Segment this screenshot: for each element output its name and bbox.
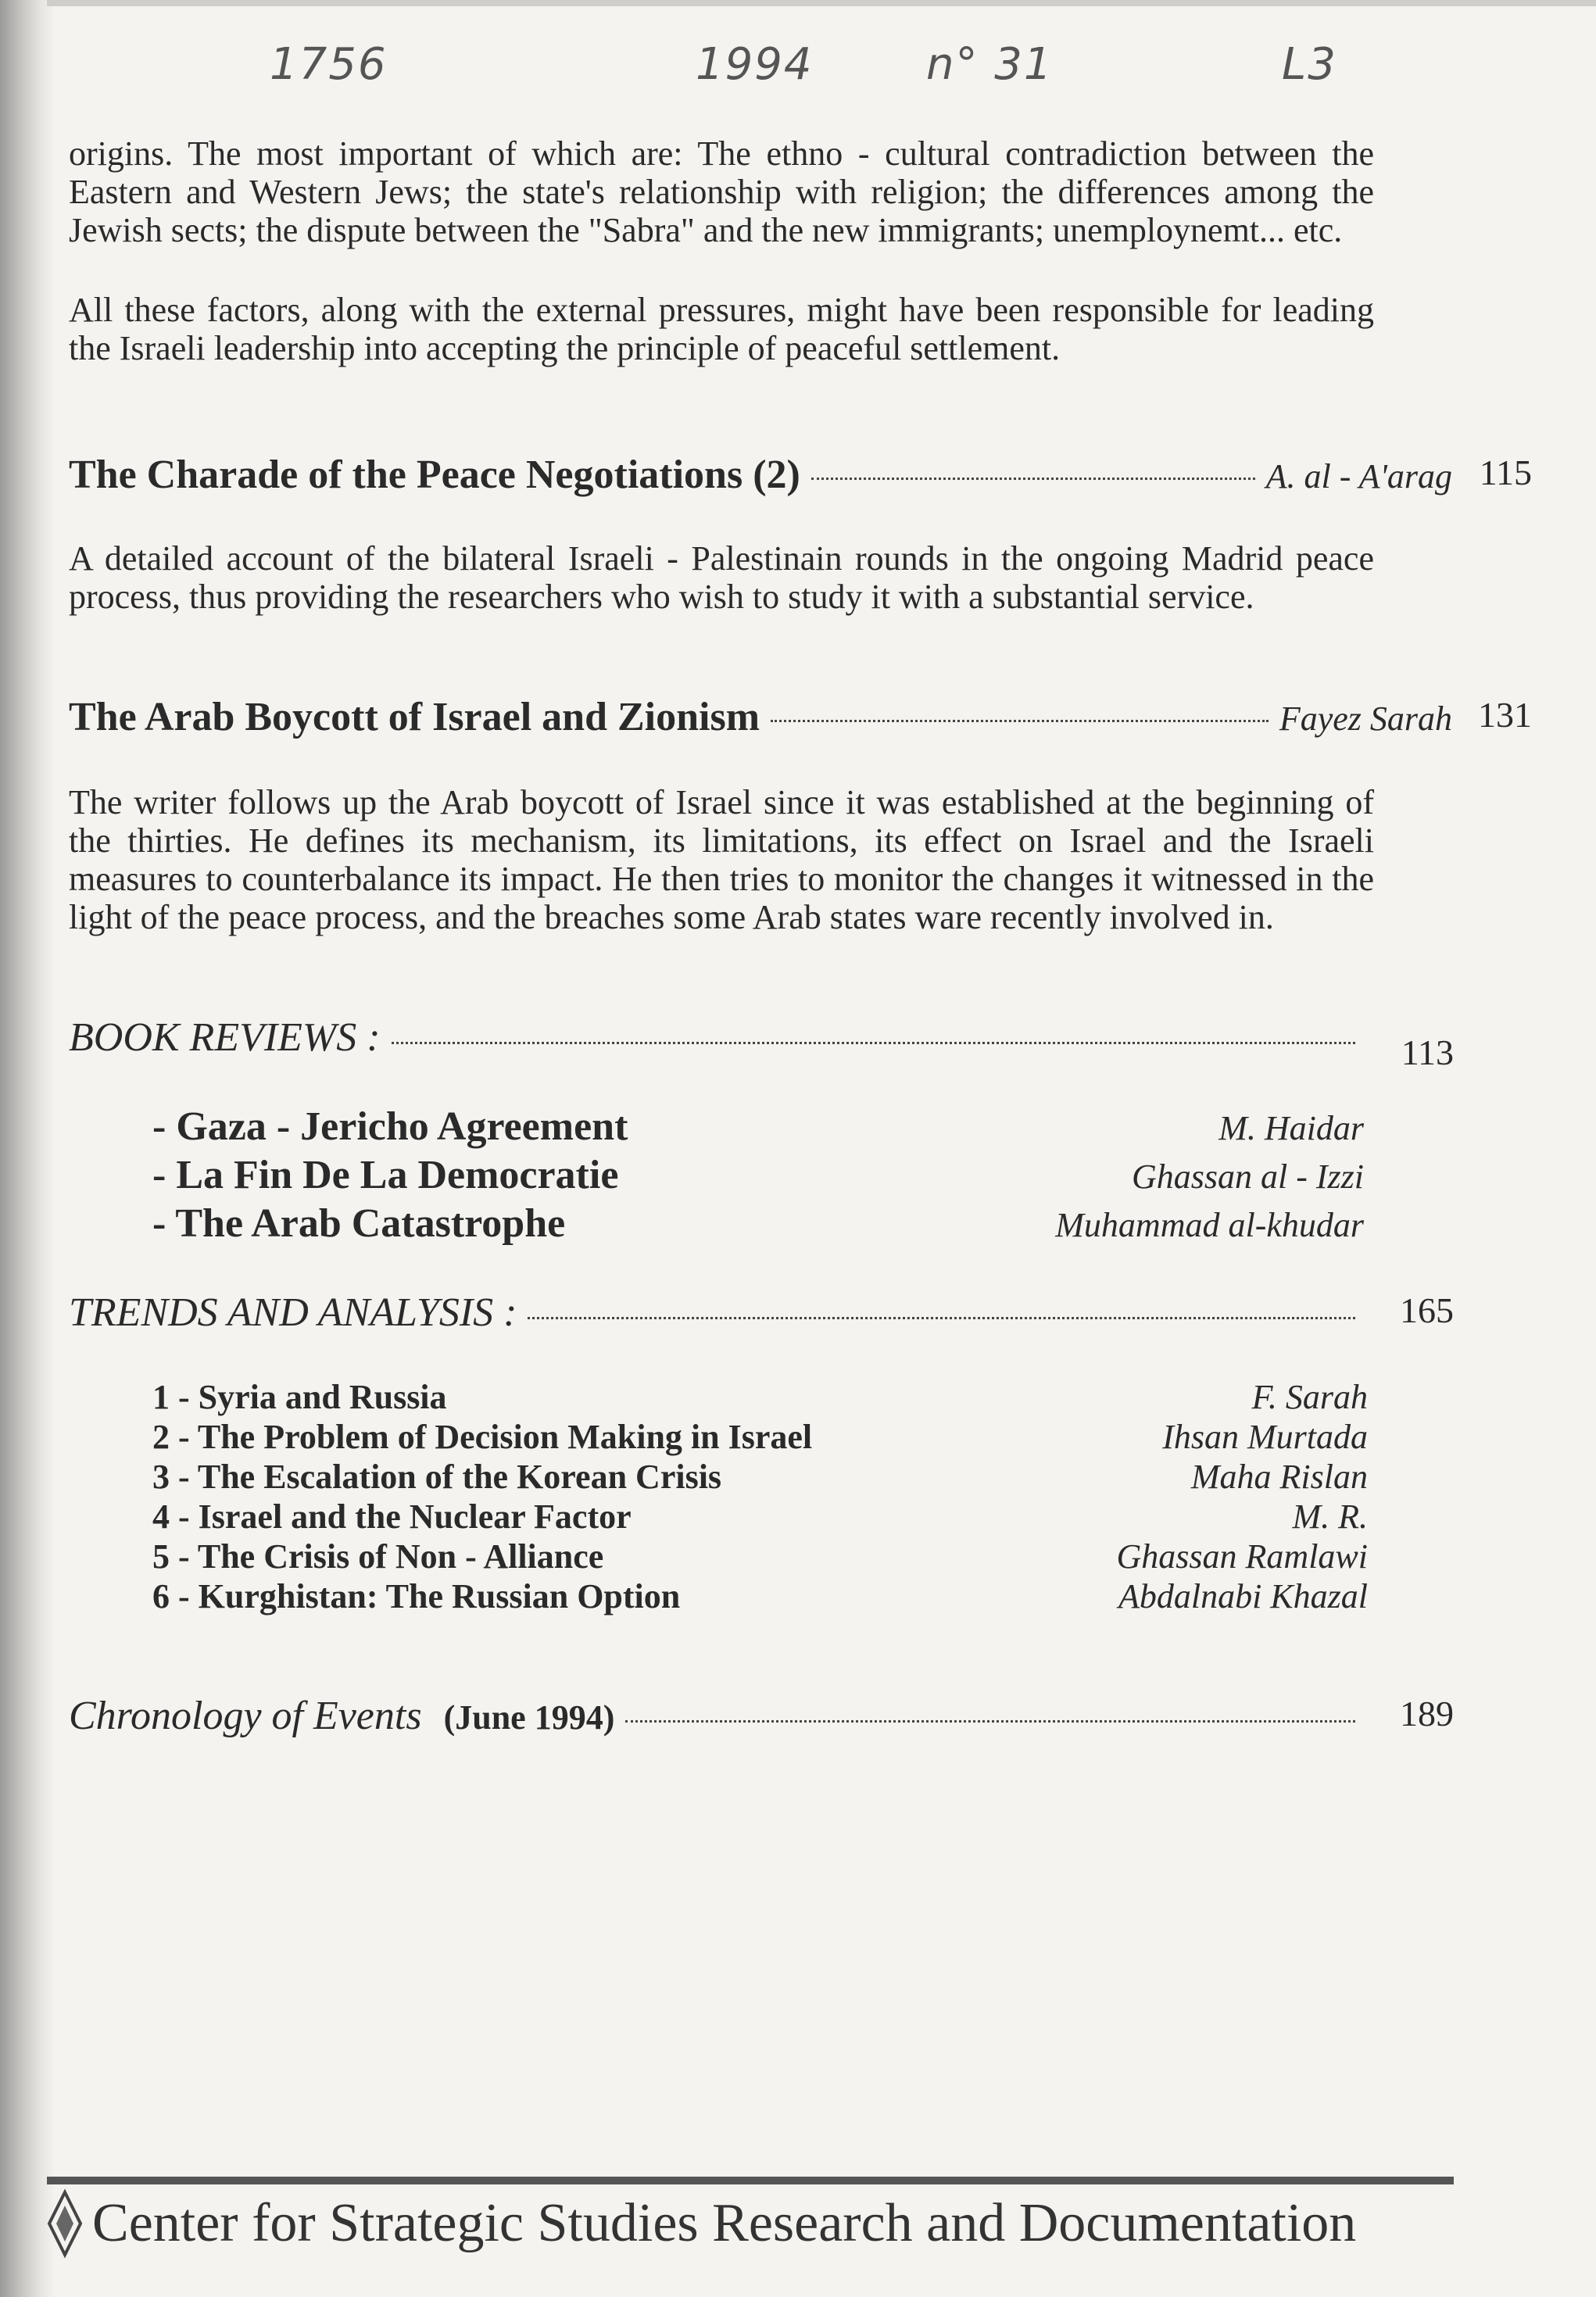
review-title: - The Arab Catastrophe: [152, 1201, 566, 1246]
page-number: 115: [1479, 453, 1532, 492]
intro-paragraph-2: All these factors, along with the external pressures, might have been responsible for leading the Israeli leadership into accepting the principle of peaceful settlement.: [69, 291, 1374, 367]
article-title: The Arab Boycott of Israel and Zionism: [69, 695, 760, 739]
page-number: 113: [1401, 1032, 1454, 1072]
leader-dots: [811, 478, 1255, 480]
book-binding-shadow: [0, 0, 55, 2297]
handwritten-code: 1756: [270, 39, 388, 90]
trend-author: Maha Rislan: [1190, 1458, 1368, 1496]
list-item[interactable]: [152, 1497, 1368, 1537]
trend-title: 4 - Israel and the Nuclear Factor: [152, 1497, 632, 1536]
list-item[interactable]: [152, 1377, 1368, 1417]
trend-author: M. R.: [1292, 1497, 1368, 1536]
list-item[interactable]: [152, 1576, 1368, 1616]
list-item[interactable]: [152, 1200, 1364, 1249]
review-author: Muhammad al-khudar: [1055, 1206, 1364, 1244]
section-label: BOOK REVIEWS :: [69, 1015, 381, 1060]
handwritten-year: 1994: [696, 39, 814, 90]
handwritten-mark: L3: [1282, 39, 1337, 90]
trends-list: [152, 1377, 1368, 1616]
trend-title: 2 - The Problem of Decision Making in Israel: [152, 1418, 813, 1456]
footer-rule: [47, 2177, 1454, 2184]
article-summary-2: The writer follows up the Arab boycott of Israel since it was established at the beginning of the thirties. He defines its mechanism, its limitations, its effect on Israel and the Israeli measures to counterbalance its impact. He then tries to monitor the changes it witnessed in the light of the peace process, and the breaches some Arab states ware recently involved in.: [69, 783, 1374, 936]
list-item[interactable]: [152, 1417, 1368, 1457]
chronology-heading[interactable]: [69, 1693, 1454, 1739]
chronology-date: (June 1994): [443, 1698, 615, 1737]
leader-dots: [528, 1317, 1355, 1319]
page-number: 189: [1400, 1694, 1454, 1733]
publisher-name: Center for Strategic Studies Research and Documentation: [92, 2193, 1357, 2253]
book-reviews-list: [152, 1104, 1364, 1249]
top-edge: [47, 0, 1596, 6]
article-summary-1: A detailed account of the bilateral Israeli - Palestinain rounds in the ongoing Madrid peace process, thus providing the researchers who wish to study it with a substantial service.: [69, 539, 1374, 616]
section-label: Chronology of Events: [69, 1694, 422, 1738]
list-item[interactable]: [152, 1537, 1368, 1576]
section-label: TRENDS AND ANALYSIS :: [69, 1290, 517, 1335]
article-author: A. al - A'arag: [1265, 457, 1452, 496]
page-number: 131: [1478, 695, 1532, 735]
trend-title: 6 - Kurghistan: The Russian Option: [152, 1577, 681, 1615]
leader-dots: [625, 1720, 1355, 1723]
review-title: - La Fin De La Democratie: [152, 1153, 619, 1197]
leader-dots: [771, 720, 1269, 722]
handwritten-number: n° 31: [926, 39, 1054, 90]
list-item[interactable]: [152, 1457, 1368, 1497]
trend-author: F. Sarah: [1251, 1378, 1368, 1416]
review-author: M. Haidar: [1218, 1109, 1364, 1147]
review-title: - Gaza - Jericho Agreement: [152, 1104, 628, 1149]
trend-title: 5 - The Crisis of Non - Alliance: [152, 1537, 604, 1576]
review-author: Ghassan al - Izzi: [1131, 1157, 1364, 1196]
trend-author: Abdalnabi Khazal: [1118, 1577, 1368, 1615]
list-item[interactable]: [152, 1152, 1364, 1200]
page-number: 165: [1400, 1290, 1454, 1330]
book-reviews-heading[interactable]: [69, 1014, 1454, 1072]
article-entry-2[interactable]: [69, 694, 1532, 740]
leader-dots: [392, 1042, 1355, 1044]
trend-author: Ghassan Ramlawi: [1116, 1537, 1368, 1576]
article-author: Fayez Sarah: [1279, 699, 1452, 738]
trends-heading[interactable]: [69, 1290, 1454, 1336]
trend-title: 1 - Syria and Russia: [152, 1378, 447, 1416]
trend-author: Ihsan Murtada: [1162, 1418, 1368, 1456]
list-item[interactable]: [152, 1104, 1364, 1152]
article-entry-1[interactable]: [69, 452, 1532, 498]
article-title: The Charade of the Peace Negotiations (2): [69, 453, 800, 497]
publisher-logo-icon: [45, 2188, 84, 2259]
intro-paragraph-1: origins. The most important of which are: The ethno - cultural contradiction between the Eastern and Western Jews; the state's relationship with religion; the differences among the Jewish sects; the dispute between the "Sabra" and the new immigrants; unemploynemt... etc.: [69, 134, 1374, 249]
trend-title: 3 - The Escalation of the Korean Crisis: [152, 1458, 722, 1496]
